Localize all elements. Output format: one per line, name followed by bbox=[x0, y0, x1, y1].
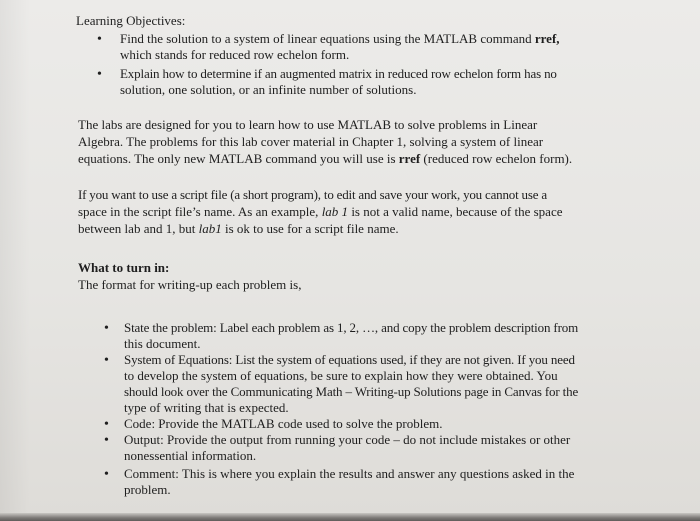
script-line-3-tail: is ok to use for a script file name. bbox=[221, 221, 399, 236]
script-line-3 bbox=[78, 221, 399, 237]
bullet-dot: • bbox=[104, 417, 109, 432]
intro-line-1: The labs are designed for you to learn how to use MATLAB to solve problems in Linear bbox=[78, 117, 538, 132]
turn-in-item-5-line-1: Comment: This is where you explain the results and answer any questions asked in the bbox=[124, 466, 575, 481]
objective-1-text: Find the solution to a system of linear equations using the MATLAB command bbox=[120, 31, 535, 46]
objective-2-line-2: solution, one solution, or an infinite number of solutions. bbox=[120, 82, 417, 97]
intro-line-3-tail: (reduced row echelon form). bbox=[420, 151, 573, 166]
rref-command-text: rref, bbox=[534, 31, 560, 46]
page-shadow bbox=[0, 0, 30, 521]
turn-in-item-2-line-2: to develop the system of equations, be sure to explain how they were obtained. You bbox=[124, 368, 558, 383]
what-to-turn-in-text: What to turn in: bbox=[78, 260, 170, 275]
format-line: The format for writing-up each problem is, bbox=[78, 277, 302, 292]
script-line-2 bbox=[78, 204, 562, 220]
bullet-dot: • bbox=[104, 433, 109, 448]
script-line-3-text: between lab and 1, but bbox=[78, 221, 199, 236]
turn-in-item-5-line-2: problem. bbox=[124, 482, 171, 497]
lab1-name: lab1 bbox=[198, 221, 222, 236]
turn-in-item-4-line-2: nonessential information. bbox=[124, 448, 257, 463]
intro-line-2: Algebra. The problems for this lab cover material in Chapter 1, solving a system of linear bbox=[78, 134, 544, 149]
turn-in-item-2-line-1: System of Equations: List the system of equations used, if they are not given. If you need bbox=[124, 352, 575, 367]
lab-1-name: lab 1 bbox=[321, 204, 349, 219]
bullet-dot: • bbox=[104, 467, 109, 482]
bullet-dot: • bbox=[97, 67, 102, 82]
turn-in-item-2-line-4: type of writing that is expected. bbox=[124, 400, 289, 415]
intro-line-3-text: equations. The only new MATLAB command you will use is bbox=[78, 151, 399, 166]
script-line-1: If you want to use a script file (a short program), to edit and save your work, you cannot use a bbox=[78, 187, 547, 202]
turn-in-item-2-line-3: should look over the Communicating Math – Writing-up Solutions page in Canvas for the bbox=[124, 384, 579, 399]
what-to-turn-in-heading bbox=[78, 260, 169, 276]
turn-in-item-4-line-1: Output: Provide the output from running your code – do not include mistakes or other bbox=[124, 432, 571, 447]
intro-line-3 bbox=[78, 151, 572, 167]
bullet-dot: • bbox=[104, 353, 109, 368]
script-line-2-tail: is not a valid name, because of the space bbox=[348, 204, 563, 219]
bullet-dot: • bbox=[104, 321, 109, 336]
learning-objectives-heading: Learning Objectives: bbox=[76, 13, 186, 28]
script-line-2-text: space in the script file’s name. As an example, bbox=[78, 204, 322, 219]
rref-command-text: rref bbox=[398, 151, 421, 166]
page-bottom-edge bbox=[0, 513, 700, 521]
turn-in-item-3-line-1: Code: Provide the MATLAB code used to solve the problem. bbox=[124, 416, 443, 431]
turn-in-item-1-line-2: this document. bbox=[124, 336, 201, 351]
objective-2-line-1: Explain how to determine if an augmented matrix in reduced row echelon form has no bbox=[120, 66, 557, 81]
objective-1-line-2: which stands for reduced row echelon form. bbox=[120, 47, 350, 62]
bullet-dot: • bbox=[97, 32, 102, 47]
objective-1-line-1 bbox=[120, 31, 560, 47]
turn-in-item-1-line-1: State the problem: Label each problem as 1, 2, …, and copy the problem description from bbox=[124, 320, 579, 335]
